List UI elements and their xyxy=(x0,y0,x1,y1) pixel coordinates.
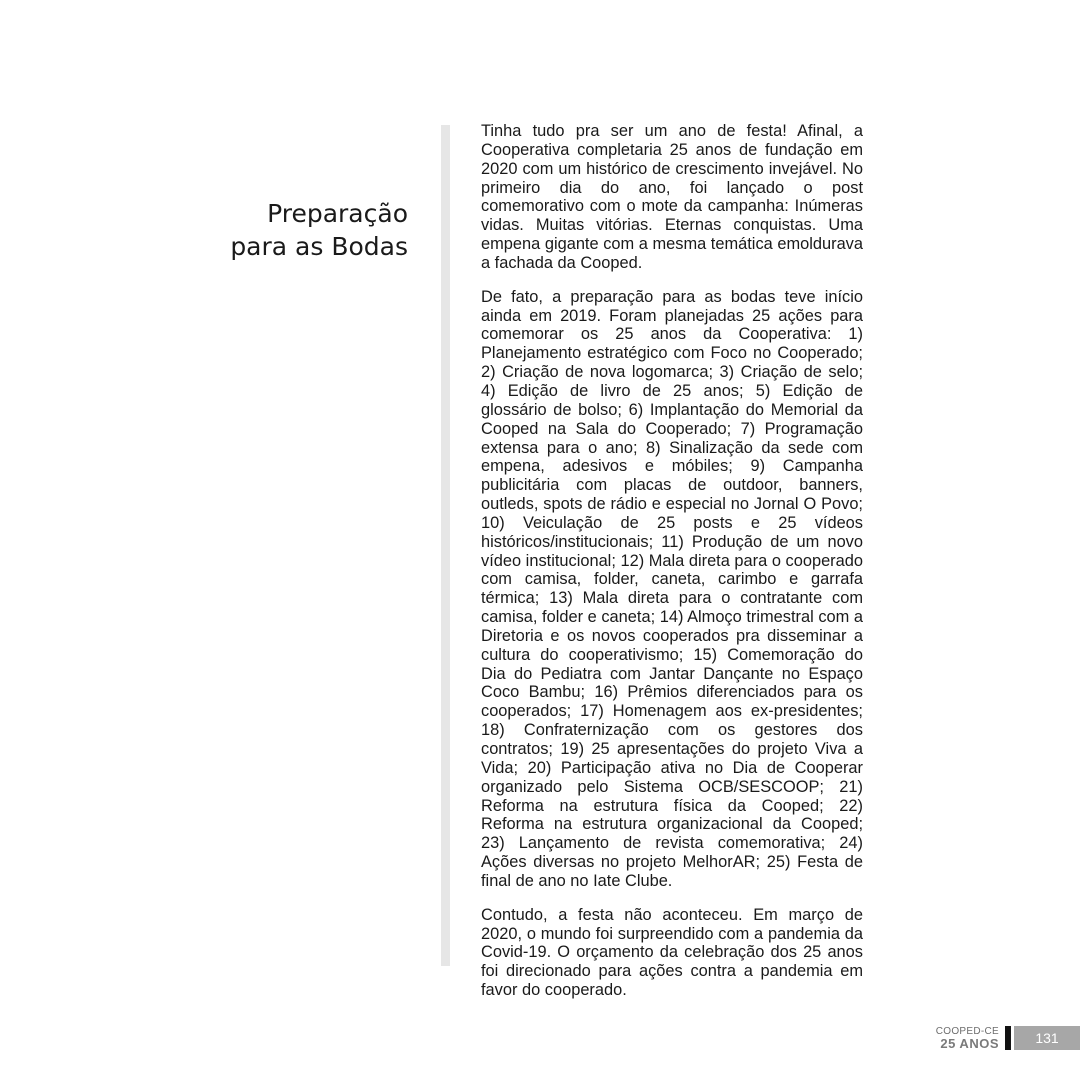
paragraph-1: Tinha tudo pra ser um ano de festa! Afinal, a Cooperativa completaria 25 anos de fundação em 2020 com um histórico de crescimento invejável. No primeiro dia do ano, foi lançado o post comemorativo com o mote da campanha: Inúmeras vidas. Muitas vitórias. Eternas conquistas. Uma empena gigante com a mesma temática emoldurava a fachada da Cooped. xyxy=(481,122,863,272)
page-number: 131 xyxy=(1014,1026,1080,1050)
section-title xyxy=(148,197,408,263)
paragraph-3: Contudo, a festa não aconteceu. Em março de 2020, o mundo foi surpreendido com a pandemia da Covid-19. O orçamento da celebração dos 25 anos foi direcionado para ações contra a pandemia em favor do cooperado. xyxy=(481,905,863,1000)
footer-separator-bar xyxy=(1005,1026,1011,1050)
footer-brand-anniversary: 25 ANOS xyxy=(940,1035,999,1051)
paragraph-2: De fato, a preparação para as bodas teve início ainda em 2019. Foram planejadas 25 ações para comemorar os 25 anos da Cooperativa: 1) Planejamento estratégico com Foco no Cooperado; 2) Criação de nova logomarca; 3) Criação de selo; 4) Edição de livro de 25 anos; 5) Edição de glossário de bolso; 6) Implantação do Memorial da Cooped na Sala do Cooperado; 7) Programação extensa para o ano; 8) Sinalização da sede com empena, adesivos e móbiles; 9) Campanha publicitária com placas de outdoor, banners, outleds, spots de rádio e especial no Jornal O Povo; 10) Veiculação de 25 posts e 25 vídeos históricos/institucionais; 11) Produção de um novo vídeo institucional; 12) Mala direta para o cooperado com camisa, folder, caneta, carimbo e garrafa térmica; 13) Mala direta para o contratante com camisa, folder e caneta; 14) Almoço trimestral com a Diretoria e os novos cooperados pra disseminar a cultura do cooperativismo; 15) Comemoração do Dia do Pediatra com Jantar Dançante no Espaço Coco Bambu; 16) Prêmios diferenciados para os cooperados; 17) Homenagem aos ex-presidentes; 18) Confraternização com os gestores dos contratos; 19) 25 apresentações do projeto Viva a Vida; 20) Participação ativa no Dia de Cooperar organizado pelo Sistema OCB/SESCOOP; 21) Reforma na estrutura física da Cooped; 22) Reforma na estrutura organizacional da Cooped; 23) Lançamento de revista comemorativa; 24) Ações diversas no projeto MelhorAR; 25) Festa de final de ano no Iate Clube. xyxy=(481,287,863,890)
section-title-line-2: para as Bodas xyxy=(230,231,408,261)
footer-brand xyxy=(936,1027,999,1050)
footer-brand-name: COOPED-CE xyxy=(935,1025,999,1037)
section-title-line-1: Preparação xyxy=(267,198,408,228)
vertical-divider xyxy=(441,125,450,966)
article-body xyxy=(481,122,863,1015)
page-footer xyxy=(936,1026,1080,1050)
